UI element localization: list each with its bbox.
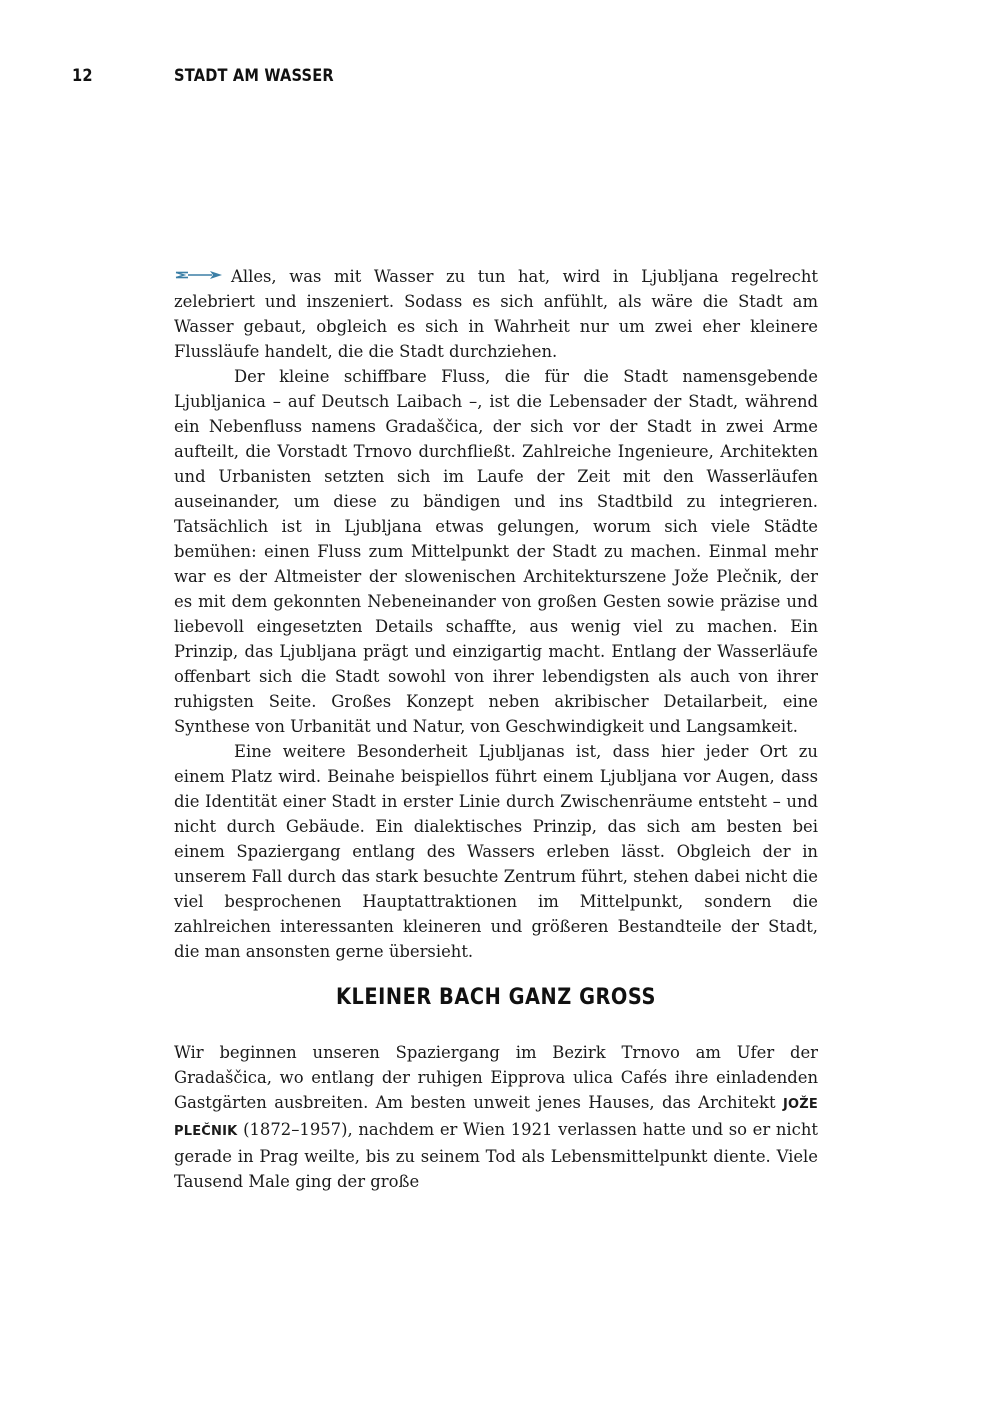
intro-paragraph-2: Der kleine schiffbare Fluss, die für die Stadt namensgebende Ljubljanica – auf Deutsch Laibach –, ist die Lebensader der Stadt, während ein Nebenfluss namens Gradaščica, der sich vor der Stadt in zwei Arme aufteilt, die Vorstadt Trnovo durchfließt. Zahlreiche Ingenieure, Architekten und Urbanisten setzten sich im Laufe der Zeit mit den Wasserläufen auseinander, um diese zu bändigen und ins Stadtbild zu integrieren. Tatsächlich ist in Ljubljana etwas gelungen, worum sich viele Städte bemühen: einen Fluss zum Mittelpunkt der Stadt zu machen. Einmal mehr war es der Altmeister der slowenischen Architekturszene Jože Plečnik, der es mit dem gekonnten Nebeneinander von großen Gesten sowie präzise und liebevoll eingesetzten Details schaffte, aus wenig viel zu machen. Ein Prinzip, das Ljubljana prägt und einzigartig macht. Entlang der Wasserläufe offenbart sich die Stadt sowohl von ihrer lebendigsten als auch von ihrer ruhigsten Seite. Großes Konzept neben akribischer Detailarbeit, eine Synthese von Urbanität und Natur, von Geschwindigkeit und Langsamkeit. — [174, 367, 818, 736]
running-head — [0, 66, 993, 90]
page-number: 12 — [72, 66, 93, 86]
running-section-title: STADT AM WASSER — [174, 66, 334, 86]
arrow-right-icon — [174, 269, 224, 281]
section-text — [174, 1040, 818, 1194]
intro-text — [174, 264, 818, 964]
section-text-after-name: (1872–1957), nachdem er Wien 1921 verlassen hatte und so er nicht gerade in Prag weilte, bis zu seinem Tod als Lebensmittelpunkt diente. Viele Tausend Male ging der große — [174, 1120, 818, 1191]
section-text-before-name: Wir beginnen unseren Spaziergang im Bezirk Trnovo am Ufer der Gradaščica, wo entlang der ruhigen Eipprova ulica Cafés ihre einladenden Gastgärten ausbreiten. Am besten unweit jenes Hauses, das Architekt — [174, 1043, 818, 1112]
intro-paragraph-1 — [174, 264, 818, 364]
architect-name: JOŽE PLEČNIK — [174, 1097, 818, 1139]
subheading: KLEINER BACH GANZ GROSS — [335, 985, 656, 1010]
intro-paragraph-3: Eine weitere Besonderheit Ljubljanas ist, dass hier jeder Ort zu einem Platz wird. Beinahe beispiellos führt einem Ljubljana vor Augen, dass die Identität einer Stadt in erster Linie durch Zwischenräume entsteht – und nicht durch Gebäude. Ein dialektisches Prinzip, das sich am besten bei einem Spaziergang entlang des Wassers erleben lässt. Obgleich der in unserem Fall durch das stark besuchte Zentrum führt, stehen dabei nicht die viel besprochenen Hauptattraktionen im Mittelpunkt, sondern die zahlreichen interessanten kleineren und größeren Bestandteile der Stadt, die man ansonsten gerne übersieht. — [174, 742, 818, 961]
intro-paragraph-1-text: Alles, was mit Wasser zu tun hat, wird in Ljubljana regelrecht zelebriert und inszeniert. Sodass es sich anfühlt, als wäre die Stadt am Wasser gebaut, obgleich es sich in Wahrheit nur um zwei eher kleinere Flussläufe handelt, die die Stadt durchziehen. — [174, 267, 818, 361]
section-paragraph-1 — [174, 1040, 818, 1194]
